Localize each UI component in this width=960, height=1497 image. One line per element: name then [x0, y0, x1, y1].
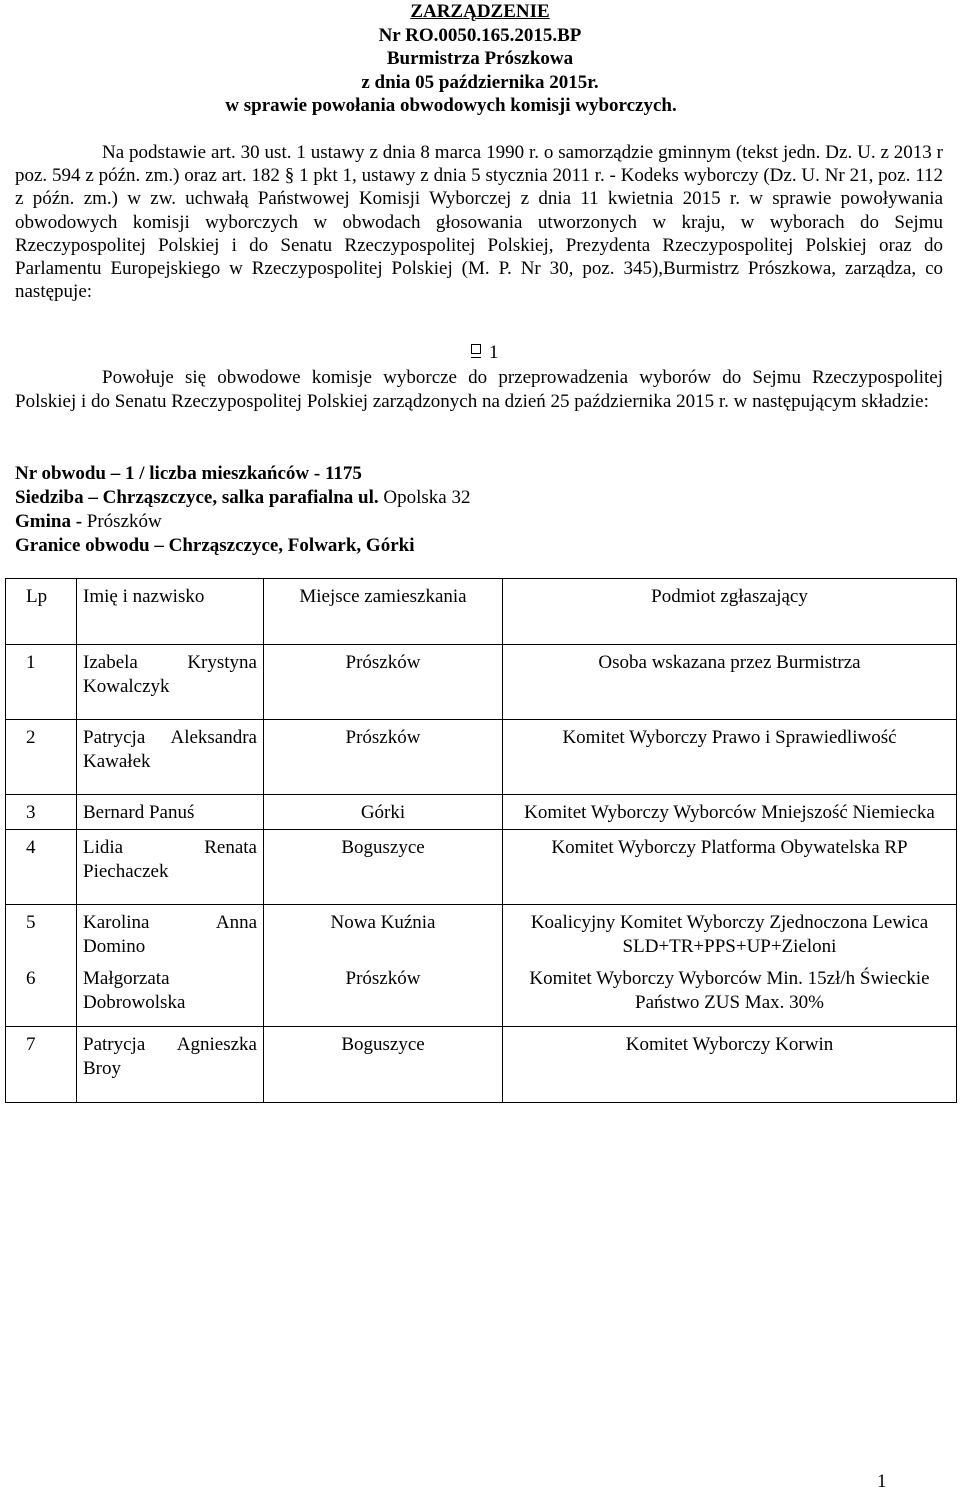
row-place: Nowa Kuźnia [330, 912, 436, 933]
header-lp: Lp [6, 579, 77, 645]
paragraph-number: 1 [489, 342, 499, 363]
table-row [6, 645, 957, 720]
header-name: Imię i nazwisko [77, 579, 264, 645]
district-commune-name: Prószków [86, 511, 162, 532]
district-number: Nr obwodu – 1 / liczba mieszkańców - 1175 [15, 463, 362, 484]
commission-members-table [5, 578, 957, 1103]
paragraph-mark [471, 342, 499, 364]
row-subject: Komitet Wyborczy Prawo i Sprawiedliwość [503, 720, 957, 795]
row-lp-group [6, 905, 77, 1027]
row-name: Karolina Anna Domino [83, 912, 257, 957]
row-lp: 6 [26, 968, 36, 989]
row-subject: Osoba wskazana przez Burmistrza [503, 645, 957, 720]
row-lp: 4 [6, 830, 77, 905]
paragraph-text [15, 366, 943, 414]
row-name: Izabela Krystyna Kowalczyk [77, 645, 264, 720]
row-place-group [264, 905, 503, 1027]
district-commune [15, 510, 470, 534]
row-subject-group [503, 905, 957, 1027]
row-lp: 5 [26, 912, 36, 933]
table-row [6, 720, 957, 795]
row-place: Boguszyce [264, 1027, 503, 1103]
row-subject: Komitet Wyborczy Wyborców Min. 15zł/h Świeckie Państwo ZUS Max. 30% [529, 968, 930, 1013]
row-place: Górki [264, 795, 503, 830]
row-name: Lidia Renata Piechaczek [77, 830, 264, 905]
document-subject: w sprawie powołania obwodowych komisji wyborczych. [225, 95, 677, 116]
row-place: Boguszyce [264, 830, 503, 905]
table-row [6, 1027, 957, 1103]
document-title: ZARZĄDZENIE [410, 1, 550, 22]
legal-basis [15, 141, 943, 303]
table-row-group [6, 905, 957, 1027]
district-seat-street: Opolska 32 [378, 487, 471, 508]
row-name: Patrycja Aleksandra Kawałek [77, 720, 264, 795]
paragraph-body: Powołuje się obwodowe komisje wyborcze do przeprowadzenia wyborów do Sejmu Rzeczypospolitej Polskiej i do Senatu Rzeczypospolitej Polskiej zarządzonych na dzień 25 października 2015 r. w następującym składzie: [15, 367, 943, 412]
row-lp: 1 [6, 645, 77, 720]
district-commune-label: Gmina - [15, 511, 87, 532]
row-name: Małgorzata Dobrowolska [83, 968, 186, 1013]
document-number: Nr RO.0050.165.2015.BP [378, 24, 582, 46]
row-place: Prószków [264, 720, 503, 795]
district-info [15, 462, 470, 558]
row-name: Bernard Panuś [77, 795, 264, 830]
district-borders: Granice obwodu – Chrząszczyce, Folwark, Górki [15, 535, 415, 556]
row-name: Patrycja Agnieszka Broy [77, 1027, 264, 1103]
document-date: z dnia 05 października 2015r. [361, 71, 599, 93]
row-place: Prószków [264, 645, 503, 720]
row-place: Prószków [345, 968, 421, 989]
table-row [6, 830, 957, 905]
row-lp: 3 [6, 795, 77, 830]
table-header-row [6, 579, 957, 645]
legal-basis-text: Na podstawie art. 30 ust. 1 ustawy z dnia 8 marca 1990 r. o samorządzie gminnym (tekst jedn. Dz. U. z 2013 r poz. 594 z późn. zm.) oraz art. 182 § 1 pkt 1, ustawy z dnia 5 stycznia 2011 r. - Kodeks wyborczy (Dz. U. Nr 21, poz. 112 z późn. zm.) w zw. uchwałą Państwowej Komisji Wyborczej z dnia 11 kwietnia 2015 r. w sprawie powoływania obwodowych komisji wyborczych w obwodach głosowania utworzonych w kraju, w wyborach do Sejmu Rzeczypospolitej Polskiej i do Senatu Rzeczypospolitej Polskiej, Prezydenta Rzeczypospolitej Polskiej oraz do Parlamentu Europejskiego w Rzeczypospolitej Polskiej (M. P. Nr 30, poz. 345),Burmistrz Prószkowa, zarządza, co następuje: [15, 142, 943, 303]
row-lp: 2 [6, 720, 77, 795]
document-issuer: Burmistrza Prószkowa [386, 48, 574, 69]
table-row [6, 795, 957, 830]
row-subject: Komitet Wyborczy Korwin [503, 1027, 957, 1103]
header-place: Miejsce zamieszkania [264, 579, 503, 645]
document-header [0, 0, 960, 118]
row-subject: Komitet Wyborczy Wyborców Mniejszość Niemiecka [503, 795, 957, 830]
header-subject: Podmiot zgłaszający [503, 579, 957, 645]
row-subject: Koalicyjny Komitet Wyborczy Zjednoczona Lewica SLD+TR+PPS+UP+Zieloni [530, 912, 929, 957]
district-seat [15, 486, 470, 510]
row-lp: 7 [6, 1027, 77, 1103]
section-sign-icon [471, 344, 481, 358]
district-seat-label: Siedziba – Chrząszczyce, salka parafialna ul. [15, 487, 379, 508]
page-number: 1 [877, 1471, 887, 1492]
row-subject: Komitet Wyborczy Platforma Obywatelska RP [503, 830, 957, 905]
row-name-group [77, 905, 264, 1027]
